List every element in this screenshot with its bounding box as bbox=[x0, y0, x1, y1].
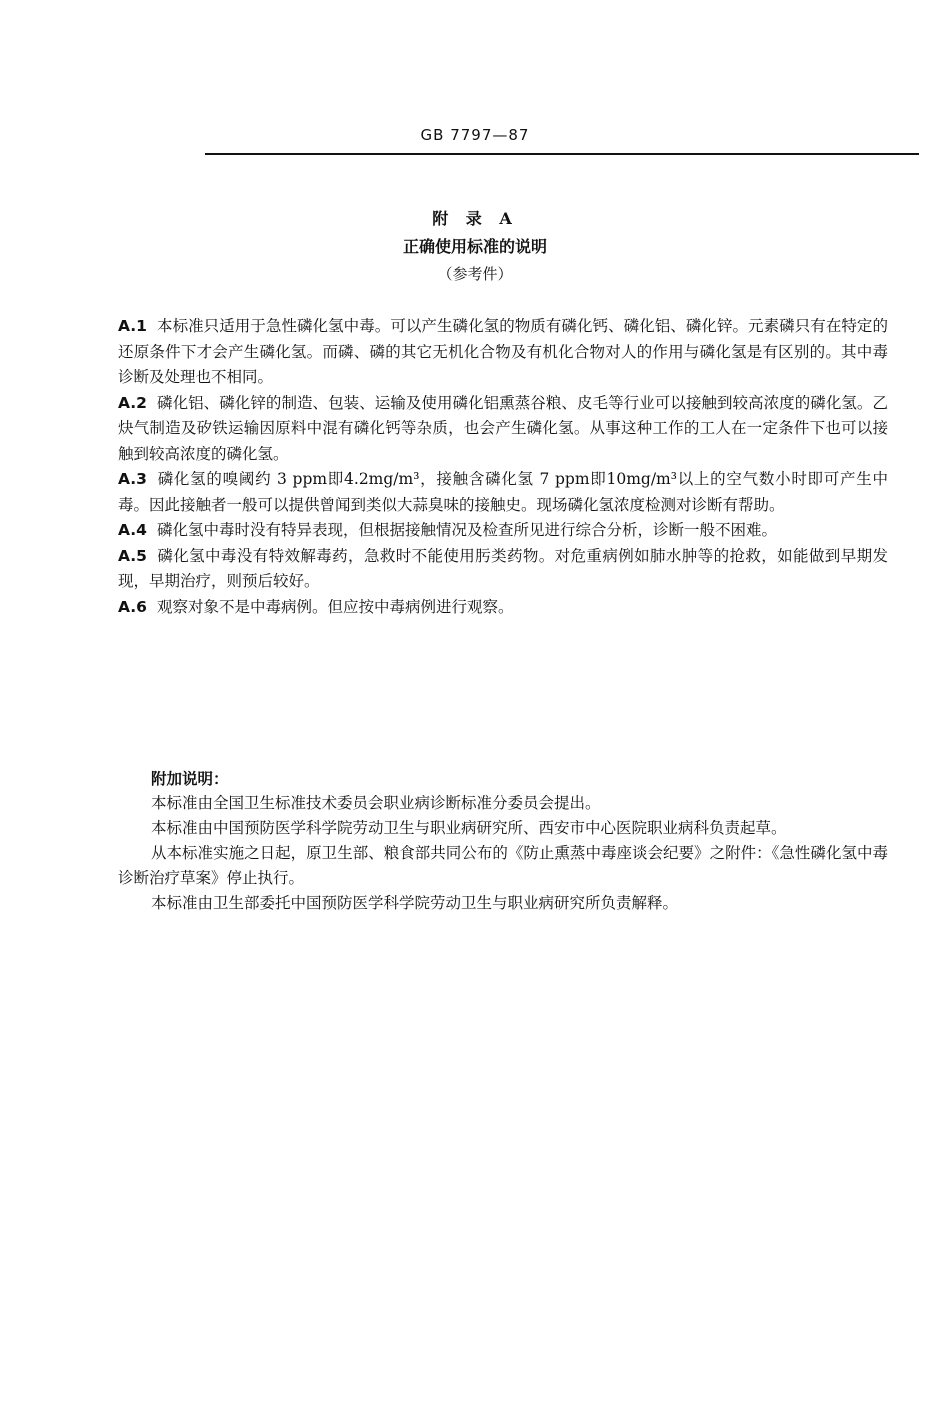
header-rule bbox=[205, 153, 919, 155]
title-block bbox=[0, 206, 950, 286]
note-item: 从本标准实施之日起，原卫生部、粮食部共同公布的《防止熏蒸中毒座谈会纪要》之附件：《急性磷化氢中毒诊断治疗草案》停止执行。 bbox=[118, 844, 888, 887]
section-text: 磷化氢中毒时没有特异表现，但根据接触情况及检查所见进行综合分析，诊断一般不困难。 bbox=[156, 521, 777, 539]
notes-title: 附加说明： bbox=[151, 769, 229, 788]
section-number: A.5 bbox=[118, 546, 147, 565]
section-a2 bbox=[118, 391, 888, 468]
section-number: A.6 bbox=[118, 597, 147, 616]
section-a3 bbox=[118, 467, 888, 518]
section-text: 观察对象不是中毒病例。但应按中毒病例进行观察。 bbox=[156, 597, 514, 616]
section-a1 bbox=[118, 314, 888, 391]
section-text: 磷化铝、磷化锌的制造、包装、运输及使用磷化铝熏蒸谷粮、皮毛等行业可以接触到较高浓度的磷化氢。乙炔气制造及矽铁运输因原料中混有磷化钙等杂质，也会产生磷化氢。从事这种工作的工人在一定条件下也可以接触到较高浓度的磷化氢。 bbox=[118, 393, 888, 463]
sections bbox=[118, 314, 888, 620]
section-text: 本标准只适用于急性磷化氢中毒。可以产生磷化氢的物质有磷化钙、磷化铝、磷化锌。元素磷只有在特定的还原条件下才会产生磷化氢。而磷、磷的其它无机化合物及有机化合物对人的作用与磷化氢是有区别的。其中毒诊断及处理也不相同。 bbox=[118, 317, 888, 386]
appendix-note: （参考件） bbox=[437, 265, 513, 283]
section-a4 bbox=[118, 518, 888, 544]
appendix-name: 正确使用标准的说明 bbox=[402, 237, 547, 256]
section-text: 磷化氢中毒没有特效解毒药，急救时不能使用肟类药物。对危重病例如肺水肿等的抢救，如能做到早期发现，早期治疗，则预后较好。 bbox=[118, 546, 888, 590]
note-item: 本标准由卫生部委托中国预防医学科学院劳动卫生与职业病研究所负责解释。 bbox=[151, 894, 679, 912]
section-text: 磷化氢的嗅阈约 3 ppm即4.2mg/m³，接触含磷化氢 7 ppm即10mg/m³以上的空气数小时即可产生中毒。因此接触者一般可以提供曾闻到类似大蒜臭味的接触史。现场磷化氢浓度检测对诊断有帮助。 bbox=[118, 470, 888, 514]
standard-code: GB 7797—87 bbox=[420, 126, 530, 144]
additional-notes bbox=[118, 766, 888, 916]
section-a5 bbox=[118, 544, 888, 595]
note-item: 本标准由中国预防医学科学院劳动卫生与职业病研究所、西安市中心医院职业病科负责起草。 bbox=[151, 819, 787, 837]
section-number: A.3 bbox=[118, 470, 147, 488]
note-item: 本标准由全国卫生标准技术委员会职业病诊断标准分委员会提出。 bbox=[151, 794, 601, 812]
appendix-title: 附 录 A bbox=[432, 209, 518, 228]
section-number: A.4 bbox=[118, 521, 147, 539]
section-a6 bbox=[118, 595, 888, 621]
section-number: A.2 bbox=[118, 393, 147, 412]
section-number: A.1 bbox=[118, 317, 147, 335]
